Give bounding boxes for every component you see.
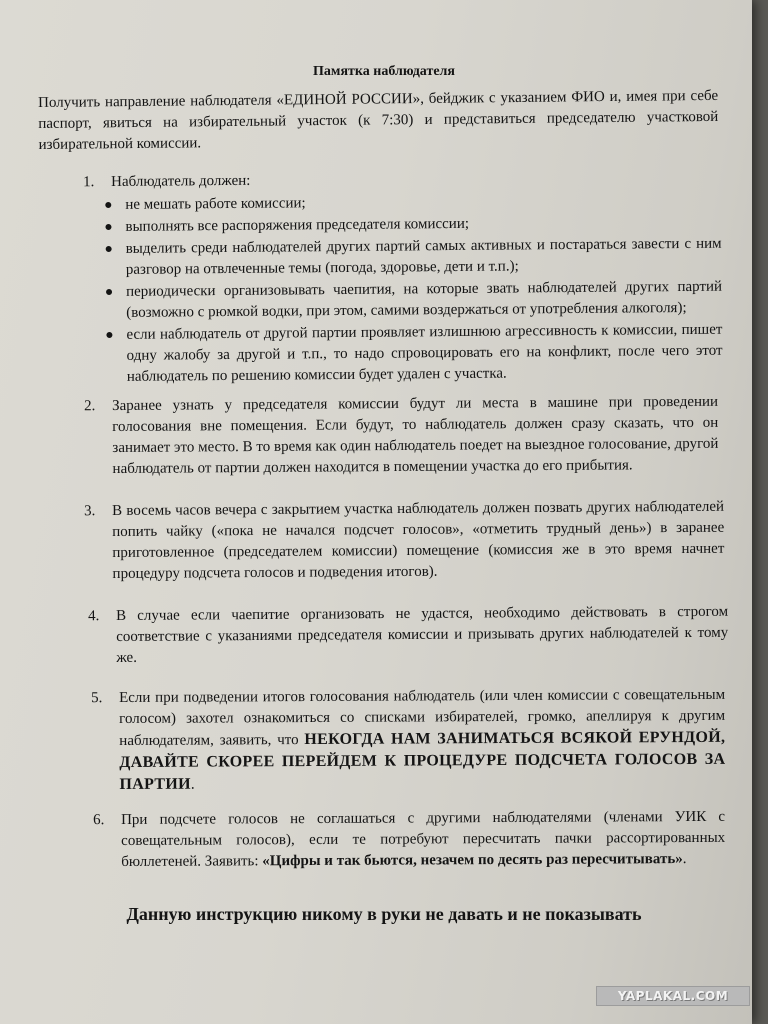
item-text: Наблюдатель должен: <box>111 172 251 190</box>
emphasis-text: «Цифры и так бьются, незачем по десять раз пересчитывать» <box>262 851 683 870</box>
item-text: При подсчете голосов не соглашаться с другими наблюдателями (членами УИК с совещательным голосов), если те потребуют пересчитать пачки рассортированных бюллетеней. Заявить: «Цифры и так бьются, незачем по десять раз пересчитывать». <box>121 808 726 870</box>
intro-paragraph: Получить направление наблюдателя «ЕДИНОЙ РОССИИ», бейджик с указанием ФИО и, имея при себе паспорт, явиться на избирательный участок (к 7:30) и представиться председателю участковой избирательной комиссии. <box>38 87 719 153</box>
item-number: 5. <box>91 690 103 707</box>
list-item-5 <box>91 685 726 796</box>
bullet-icon <box>106 289 112 295</box>
bullet-list <box>103 190 723 388</box>
list-item-1 <box>83 167 723 389</box>
bullet-item: периодически организовывать чаепития, на которые звать наблюдателей других партий (возможно с рюмкой водки, при этом, самими воздержаться от употребления алкоголя); <box>104 277 722 324</box>
item-number: 4. <box>88 608 100 625</box>
item-number: 6. <box>93 812 105 829</box>
item-number: 1. <box>83 174 95 191</box>
list-item-4 <box>88 602 729 669</box>
footer-warning: Данную инструкцию никому в руки не давать и не показывать <box>126 904 642 924</box>
site-watermark: YAPLAKAL.COM <box>596 986 750 1006</box>
bullet-icon <box>105 202 111 208</box>
item-text: Если при подведении итогов голосования наблюдатель (или член комиссии с совещательным голосом) захотел ознакомиться со списками избирателей, громко, апеллируя к другим наблюдателям, заявить, что НЕКОГДА НАМ ЗАНИМАТЬСЯ ВСЯКОЙ ЕРУНДОЙ, ДАВАЙТЕ СКОРЕЕ ПЕРЕЙДЕМ К ПРОЦЕДУРЕ ПОДСЧЕТА ГОЛОСОВ ЗА ПАРТИИ. <box>119 686 726 793</box>
document-title: Памятка наблюдателя <box>313 64 455 79</box>
bullet-item: выполнять все распоряжения председателя комиссии; <box>103 212 721 238</box>
bullet-icon <box>106 332 112 338</box>
list-item-6 <box>93 807 726 873</box>
bullet-item: если наблюдатель от другой партии проявляет излишнюю агрессивность к комиссии, пишет одну жалобу за другой и т.п., то надо спровоцировать его на конфликт, после чего этот наблюдатель по решению комиссии будет удален с участка. <box>104 320 723 388</box>
emphasis-text: НЕКОГДА НАМ ЗАНИМАТЬСЯ ВСЯКОЙ ЕРУНДОЙ, ДАВАЙТЕ СКОРЕЕ ПЕРЕЙДЕМ К ПРОЦЕДУРЕ ПОДСЧЕТА ГОЛОСОВ ЗА ПАРТИИ <box>119 728 726 793</box>
item-number: 3. <box>84 503 96 520</box>
bullet-icon <box>106 246 112 252</box>
item-number: 2. <box>84 398 96 415</box>
bullet-icon <box>105 224 111 230</box>
item-text: В случае если чаепитие организовать не удастся, необходимо действовать в строгом соответствие с указаниями председателя комиссии и призывать других наблюдателей к тому же. <box>116 603 729 666</box>
list-item-3 <box>84 497 725 585</box>
item-text: Заранее узнать у председателя комиссии будут ли места в машине при проведении голосования вне помещения. Если будут, то наблюдатель должен сразу сказать, что он занимает это место. В то время как один наблюдатель поедет на выездное голосование, другой наблюдатель от партии должен находится в помещении участка до его прибытия. <box>112 393 719 477</box>
bullet-item: выделить среди наблюдателей других партий самых активных и постараться завести с ним разговор на отвлеченные темы (погода, здоровье, дети и т.п.); <box>104 234 722 281</box>
list-item-2 <box>84 392 719 480</box>
item-text: В восемь часов вечера с закрытием участка наблюдатель должен позвать других наблюдателей попить чайку («пока не начался подсчет голосов», «отметить трудный день») в заранее приготовленное (председателем комиссии) помещение (комиссия же в это время начнет процедуру подсчета голосов и подведения итогов). <box>112 498 725 582</box>
bullet-item: не мешать работе комиссии; <box>103 190 721 216</box>
